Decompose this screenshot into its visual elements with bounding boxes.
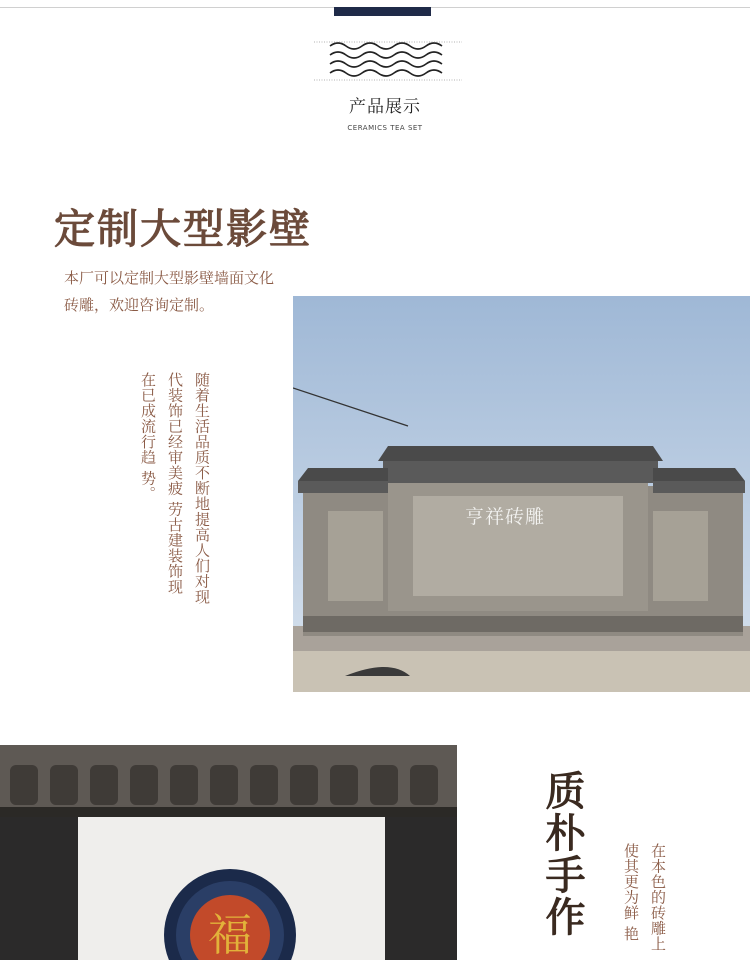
vertical-text-col-1: 随着生活品质不断地提高人们对现: [193, 372, 211, 605]
intro-line-1: 本厂可以定制大型影壁墙面文化: [64, 269, 275, 287]
vertical-text-col-4: 在本色的砖雕上: [649, 843, 667, 952]
svg-text:福: 福: [208, 910, 252, 960]
top-accent-bar: [334, 7, 431, 16]
vertical-text-col-2: 代装饰已经审美疲 劳古建装饰现: [166, 372, 184, 595]
vertical-text-col-5: 使其更为鲜 艳: [622, 843, 640, 942]
section-title: 产品展示: [349, 97, 421, 117]
wave-ornament-icon: [312, 38, 464, 84]
screen-wall-photo: [293, 296, 750, 692]
blessing-wall-photo: [0, 745, 457, 960]
photo-watermark: 亨祥砖雕: [465, 506, 546, 528]
section-subtitle: CERAMICS TEA SET: [347, 124, 423, 132]
custom-screen-wall-heading: 定制大型影壁: [54, 205, 312, 253]
handmade-heading: 质朴手作: [539, 770, 586, 938]
intro-line-2: 砖雕，欢迎咨询定制。: [64, 296, 215, 314]
vertical-text-col-3: 在已成流行趋 势。: [139, 372, 157, 502]
